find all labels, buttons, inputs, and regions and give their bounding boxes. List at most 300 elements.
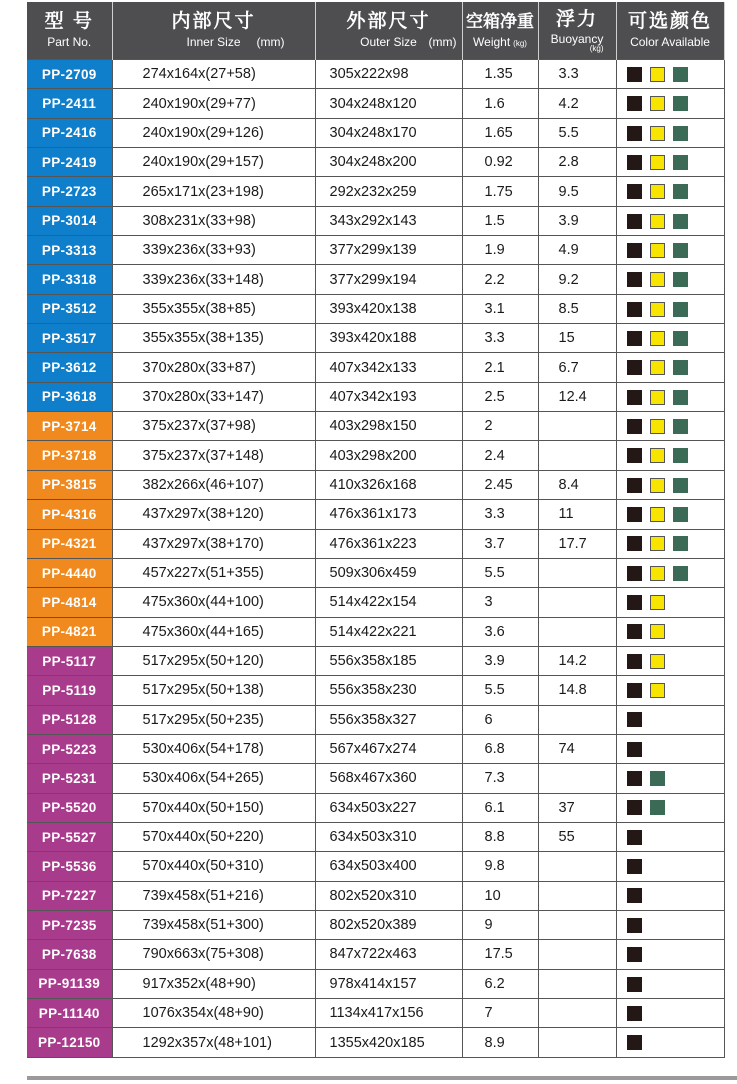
color-swatches-cell: [616, 382, 724, 411]
part-number-cell: PP-4321: [27, 529, 112, 558]
color-swatch-yellow: [650, 683, 665, 698]
outer-size-cell: 410x326x168: [315, 470, 462, 499]
color-swatches-cell: [616, 734, 724, 763]
table-row: [27, 617, 724, 646]
header-part-en: Part No.: [47, 35, 92, 49]
outer-size-cell: 567x467x274: [315, 734, 462, 763]
inner-size-cell: 339x236x(33+93): [112, 236, 315, 265]
buoyancy-cell: [538, 999, 616, 1028]
color-swatches-cell: [616, 676, 724, 705]
color-swatch-green: [673, 478, 688, 493]
color-swatch-green: [673, 155, 688, 170]
color-swatch-green: [673, 96, 688, 111]
buoyancy-cell: 14.8: [538, 676, 616, 705]
color-swatch-yellow: [650, 214, 665, 229]
header-weight-cn: 空箱净重: [466, 11, 534, 31]
buoyancy-cell: 2.8: [538, 148, 616, 177]
inner-size-cell: 375x237x(37+148): [112, 441, 315, 470]
inner-size-cell: 917x352x(48+90): [112, 969, 315, 998]
weight-cell: 7: [462, 999, 538, 1028]
part-number-cell: PP-7235: [27, 910, 112, 939]
part-number-cell: PP-5520: [27, 793, 112, 822]
outer-size-cell: 403x298x200: [315, 441, 462, 470]
part-number-cell: PP-3815: [27, 470, 112, 499]
color-swatch-black: [627, 390, 642, 405]
color-swatches-cell: [616, 236, 724, 265]
buoyancy-cell: [538, 969, 616, 998]
table-row: [27, 324, 724, 353]
buoyancy-cell: [538, 940, 616, 969]
inner-size-cell: 570x440x(50+220): [112, 822, 315, 851]
outer-size-cell: 403x298x150: [315, 412, 462, 441]
weight-cell: 8.8: [462, 822, 538, 851]
color-swatches-cell: [616, 617, 724, 646]
part-number-cell: PP-3612: [27, 353, 112, 382]
color-swatches-cell: [616, 940, 724, 969]
color-swatch-black: [627, 478, 642, 493]
color-swatch-green: [673, 243, 688, 258]
inner-size-cell: 240x190x(29+126): [112, 118, 315, 147]
weight-cell: 2.5: [462, 382, 538, 411]
inner-size-cell: 355x355x(38+85): [112, 294, 315, 323]
table-row: [27, 294, 724, 323]
header-weight-en: Weight: [473, 34, 511, 49]
buoyancy-cell: 8.5: [538, 294, 616, 323]
color-swatch-green: [673, 126, 688, 141]
part-number-cell: PP-3618: [27, 382, 112, 411]
part-number-cell: PP-5119: [27, 676, 112, 705]
color-swatch-black: [627, 977, 642, 992]
color-swatch-black: [627, 448, 642, 463]
header-colors-cn: 可选颜色: [627, 11, 712, 32]
color-swatches-cell: [616, 177, 724, 206]
part-number-cell: PP-3718: [27, 441, 112, 470]
buoyancy-cell: [538, 910, 616, 939]
header-inner-unit: (mm): [256, 35, 285, 49]
color-swatch-black: [627, 595, 642, 610]
part-number-cell: PP-4814: [27, 588, 112, 617]
weight-cell: 2: [462, 412, 538, 441]
color-swatch-black: [627, 214, 642, 229]
weight-cell: 2.4: [462, 441, 538, 470]
color-swatch-black: [627, 419, 642, 434]
outer-size-cell: 802x520x389: [315, 910, 462, 939]
color-swatches-cell: [616, 588, 724, 617]
outer-size-cell: 514x422x221: [315, 617, 462, 646]
color-swatches-cell: [616, 324, 724, 353]
weight-cell: 6.8: [462, 734, 538, 763]
buoyancy-cell: 55: [538, 822, 616, 851]
color-swatch-green: [673, 302, 688, 317]
color-swatches-cell: [616, 470, 724, 499]
weight-cell: 3.7: [462, 529, 538, 558]
buoyancy-cell: [538, 764, 616, 793]
color-swatch-yellow: [650, 67, 665, 82]
weight-cell: 1.5: [462, 206, 538, 235]
color-swatches-cell: [616, 852, 724, 881]
buoyancy-cell: 17.7: [538, 529, 616, 558]
table-row: [27, 265, 724, 294]
weight-cell: 3.3: [462, 500, 538, 529]
buoyancy-cell: 14.2: [538, 646, 616, 675]
color-swatch-yellow: [650, 184, 665, 199]
table-row: [27, 1028, 724, 1057]
buoyancy-cell: 6.7: [538, 353, 616, 382]
buoyancy-cell: [538, 1028, 616, 1057]
weight-cell: 3.3: [462, 324, 538, 353]
color-swatches-cell: [616, 558, 724, 587]
table-row: [27, 881, 724, 910]
outer-size-cell: 393x420x188: [315, 324, 462, 353]
color-swatch-yellow: [650, 624, 665, 639]
outer-size-cell: 556x358x327: [315, 705, 462, 734]
inner-size-cell: 355x355x(38+135): [112, 324, 315, 353]
buoyancy-cell: [538, 412, 616, 441]
color-swatch-green: [650, 771, 665, 786]
buoyancy-cell: 12.4: [538, 382, 616, 411]
color-swatch-black: [627, 859, 642, 874]
inner-size-cell: 517x295x(50+138): [112, 676, 315, 705]
part-number-cell: PP-7638: [27, 940, 112, 969]
weight-cell: 1.65: [462, 118, 538, 147]
color-swatches-cell: [616, 969, 724, 998]
header-buoyancy-cn: 浮力: [555, 8, 598, 30]
inner-size-cell: 339x236x(33+148): [112, 265, 315, 294]
color-swatches-cell: [616, 265, 724, 294]
part-number-cell: PP-4440: [27, 558, 112, 587]
table-row: [27, 60, 724, 89]
color-swatch-green: [673, 448, 688, 463]
color-swatch-yellow: [650, 360, 665, 375]
header-row: [27, 2, 724, 60]
table-row: [27, 353, 724, 382]
color-swatch-yellow: [650, 302, 665, 317]
outer-size-cell: 556x358x185: [315, 646, 462, 675]
buoyancy-cell: 9.5: [538, 177, 616, 206]
part-number-cell: PP-91139: [27, 969, 112, 998]
color-swatches-cell: [616, 118, 724, 147]
header-inner-size: [112, 2, 315, 60]
buoyancy-cell: 11: [538, 500, 616, 529]
outer-size-cell: 377x299x139: [315, 236, 462, 265]
outer-size-cell: 509x306x459: [315, 558, 462, 587]
inner-size-cell: 375x237x(37+98): [112, 412, 315, 441]
weight-cell: 6.2: [462, 969, 538, 998]
part-number-cell: PP-5231: [27, 764, 112, 793]
weight-cell: 2.45: [462, 470, 538, 499]
part-number-cell: PP-2416: [27, 118, 112, 147]
color-swatch-yellow: [650, 96, 665, 111]
header-inner-cn: 内部尺寸: [171, 11, 256, 32]
table-row: [27, 529, 724, 558]
color-swatches-cell: [616, 646, 724, 675]
inner-size-cell: 517x295x(50+120): [112, 646, 315, 675]
part-number-cell: PP-12150: [27, 1028, 112, 1057]
table-row: [27, 646, 724, 675]
part-number-cell: PP-3517: [27, 324, 112, 353]
color-swatch-black: [627, 507, 642, 522]
color-swatches-cell: [616, 353, 724, 382]
buoyancy-cell: 3.3: [538, 60, 616, 89]
inner-size-cell: 274x164x(27+58): [112, 60, 315, 89]
table-row: [27, 118, 724, 147]
inner-size-cell: 308x231x(33+98): [112, 206, 315, 235]
color-swatch-yellow: [650, 478, 665, 493]
color-swatch-black: [627, 830, 642, 845]
color-swatch-black: [627, 918, 642, 933]
part-number-cell: PP-4821: [27, 617, 112, 646]
color-swatch-green: [673, 419, 688, 434]
color-swatches-cell: [616, 500, 724, 529]
inner-size-cell: 530x406x(54+265): [112, 764, 315, 793]
table-body: [27, 60, 724, 1058]
outer-size-cell: 407x342x133: [315, 353, 462, 382]
outer-size-cell: 393x420x138: [315, 294, 462, 323]
buoyancy-cell: [538, 441, 616, 470]
color-swatch-yellow: [650, 126, 665, 141]
color-swatch-black: [627, 800, 642, 815]
outer-size-cell: 634x503x227: [315, 793, 462, 822]
color-swatch-yellow: [650, 536, 665, 551]
weight-cell: 3.1: [462, 294, 538, 323]
table-row: [27, 236, 724, 265]
weight-cell: 1.75: [462, 177, 538, 206]
color-swatch-green: [673, 566, 688, 581]
part-number-cell: PP-2419: [27, 148, 112, 177]
color-swatch-green: [650, 800, 665, 815]
header-part-no: [27, 2, 112, 60]
product-spec-table: [27, 2, 725, 1058]
header-outer-en: Outer Size: [360, 35, 417, 49]
table-row: [27, 969, 724, 998]
buoyancy-cell: 8.4: [538, 470, 616, 499]
table-row: [27, 382, 724, 411]
inner-size-cell: 437x297x(38+120): [112, 500, 315, 529]
color-swatches-cell: [616, 705, 724, 734]
outer-size-cell: 802x520x310: [315, 881, 462, 910]
color-swatches-cell: [616, 529, 724, 558]
buoyancy-cell: 5.5: [538, 118, 616, 147]
buoyancy-cell: 3.9: [538, 206, 616, 235]
outer-size-cell: 568x467x360: [315, 764, 462, 793]
color-swatch-black: [627, 272, 642, 287]
outer-size-cell: 304x248x200: [315, 148, 462, 177]
part-number-cell: PP-3512: [27, 294, 112, 323]
table-row: [27, 910, 724, 939]
outer-size-cell: 304x248x120: [315, 89, 462, 118]
outer-size-cell: 305x222x98: [315, 60, 462, 89]
color-swatches-cell: [616, 910, 724, 939]
inner-size-cell: 437x297x(38+170): [112, 529, 315, 558]
outer-size-cell: 292x232x259: [315, 177, 462, 206]
table-row: [27, 999, 724, 1028]
table-row: [27, 500, 724, 529]
buoyancy-cell: 9.2: [538, 265, 616, 294]
color-swatch-black: [627, 771, 642, 786]
color-swatch-yellow: [650, 448, 665, 463]
table-row: [27, 734, 724, 763]
part-number-cell: PP-2709: [27, 60, 112, 89]
color-swatch-black: [627, 742, 642, 757]
part-number-cell: PP-3014: [27, 206, 112, 235]
outer-size-cell: 1134x417x156: [315, 999, 462, 1028]
part-number-cell: PP-5536: [27, 852, 112, 881]
weight-cell: 1.6: [462, 89, 538, 118]
outer-size-cell: 1355x420x185: [315, 1028, 462, 1057]
buoyancy-cell: [538, 852, 616, 881]
color-swatches-cell: [616, 89, 724, 118]
color-swatch-yellow: [650, 654, 665, 669]
color-swatch-yellow: [650, 331, 665, 346]
color-swatch-black: [627, 712, 642, 727]
part-number-cell: PP-5128: [27, 705, 112, 734]
color-swatch-black: [627, 947, 642, 962]
table-row: [27, 89, 724, 118]
weight-cell: 1.9: [462, 236, 538, 265]
color-swatch-black: [627, 67, 642, 82]
part-number-cell: PP-11140: [27, 999, 112, 1028]
color-swatch-yellow: [650, 155, 665, 170]
table-row: [27, 588, 724, 617]
footer-divider: [27, 1076, 737, 1080]
table-row: [27, 940, 724, 969]
color-swatch-black: [627, 243, 642, 258]
buoyancy-cell: [538, 617, 616, 646]
outer-size-cell: 847x722x463: [315, 940, 462, 969]
header-buoyancy-en: Buoyancy: [550, 31, 604, 46]
inner-size-cell: 517x295x(50+235): [112, 705, 315, 734]
buoyancy-cell: 74: [538, 734, 616, 763]
color-swatch-green: [673, 390, 688, 405]
header-color-available: [616, 2, 724, 60]
color-swatch-black: [627, 624, 642, 639]
header-weight-unit: (kg): [513, 38, 527, 48]
color-swatch-green: [673, 360, 688, 375]
part-number-cell: PP-2411: [27, 89, 112, 118]
weight-cell: 5.5: [462, 558, 538, 587]
inner-size-cell: 240x190x(29+77): [112, 89, 315, 118]
inner-size-cell: 739x458x(51+216): [112, 881, 315, 910]
color-swatch-black: [627, 654, 642, 669]
part-number-cell: PP-5223: [27, 734, 112, 763]
weight-cell: 6: [462, 705, 538, 734]
inner-size-cell: 530x406x(54+178): [112, 734, 315, 763]
header-weight: [462, 2, 538, 60]
buoyancy-cell: 4.2: [538, 89, 616, 118]
part-number-cell: PP-4316: [27, 500, 112, 529]
outer-size-cell: 634x503x310: [315, 822, 462, 851]
color-swatch-yellow: [650, 419, 665, 434]
color-swatch-black: [627, 1035, 642, 1050]
header-colors-en: Color Available: [630, 35, 710, 49]
color-swatch-black: [627, 360, 642, 375]
color-swatch-black: [627, 96, 642, 111]
color-swatch-black: [627, 302, 642, 317]
weight-cell: 3: [462, 588, 538, 617]
inner-size-cell: 1076x354x(48+90): [112, 999, 315, 1028]
color-swatch-yellow: [650, 272, 665, 287]
weight-cell: 9: [462, 910, 538, 939]
table-row: [27, 705, 724, 734]
weight-cell: 3.9: [462, 646, 538, 675]
color-swatch-green: [673, 214, 688, 229]
outer-size-cell: 377x299x194: [315, 265, 462, 294]
outer-size-cell: 304x248x170: [315, 118, 462, 147]
weight-cell: 8.9: [462, 1028, 538, 1057]
weight-cell: 0.92: [462, 148, 538, 177]
color-swatches-cell: [616, 441, 724, 470]
color-swatches-cell: [616, 999, 724, 1028]
inner-size-cell: 1292x357x(48+101): [112, 1028, 315, 1057]
header-inner-en: Inner Size: [186, 35, 241, 49]
weight-cell: 6.1: [462, 793, 538, 822]
color-swatch-black: [627, 888, 642, 903]
header-buoyancy-unit: (kg): [589, 43, 604, 53]
color-swatches-cell: [616, 60, 724, 89]
table-row: [27, 822, 724, 851]
table-row: [27, 206, 724, 235]
color-swatch-yellow: [650, 566, 665, 581]
buoyancy-cell: 15: [538, 324, 616, 353]
part-number-cell: PP-3714: [27, 412, 112, 441]
table-row: [27, 676, 724, 705]
outer-size-cell: 514x422x154: [315, 588, 462, 617]
color-swatch-yellow: [650, 243, 665, 258]
weight-cell: 7.3: [462, 764, 538, 793]
color-swatch-green: [673, 184, 688, 199]
color-swatches-cell: [616, 1028, 724, 1057]
outer-size-cell: 476x361x223: [315, 529, 462, 558]
weight-cell: 1.35: [462, 60, 538, 89]
color-swatch-green: [673, 536, 688, 551]
weight-cell: 2.2: [462, 265, 538, 294]
inner-size-cell: 370x280x(33+147): [112, 382, 315, 411]
inner-size-cell: 370x280x(33+87): [112, 353, 315, 382]
color-swatches-cell: [616, 822, 724, 851]
part-number-cell: PP-3318: [27, 265, 112, 294]
buoyancy-cell: [538, 588, 616, 617]
inner-size-cell: 382x266x(46+107): [112, 470, 315, 499]
table-row: [27, 441, 724, 470]
weight-cell: 9.8: [462, 852, 538, 881]
color-swatches-cell: [616, 148, 724, 177]
inner-size-cell: 457x227x(51+355): [112, 558, 315, 587]
color-swatches-cell: [616, 412, 724, 441]
header-buoyancy: [538, 2, 616, 60]
table-row: [27, 412, 724, 441]
color-swatches-cell: [616, 793, 724, 822]
inner-size-cell: 475x360x(44+165): [112, 617, 315, 646]
table-row: [27, 148, 724, 177]
table-row: [27, 470, 724, 499]
part-number-cell: PP-3313: [27, 236, 112, 265]
inner-size-cell: 570x440x(50+150): [112, 793, 315, 822]
header-outer-size: [315, 2, 462, 60]
color-swatch-black: [627, 126, 642, 141]
outer-size-cell: 634x503x400: [315, 852, 462, 881]
inner-size-cell: 790x663x(75+308): [112, 940, 315, 969]
outer-size-cell: 556x358x230: [315, 676, 462, 705]
table-row: [27, 177, 724, 206]
weight-cell: 17.5: [462, 940, 538, 969]
buoyancy-cell: 37: [538, 793, 616, 822]
inner-size-cell: 265x171x(23+198): [112, 177, 315, 206]
color-swatch-black: [627, 155, 642, 170]
color-swatch-green: [673, 272, 688, 287]
color-swatch-yellow: [650, 595, 665, 610]
buoyancy-cell: 4.9: [538, 236, 616, 265]
outer-size-cell: 407x342x193: [315, 382, 462, 411]
